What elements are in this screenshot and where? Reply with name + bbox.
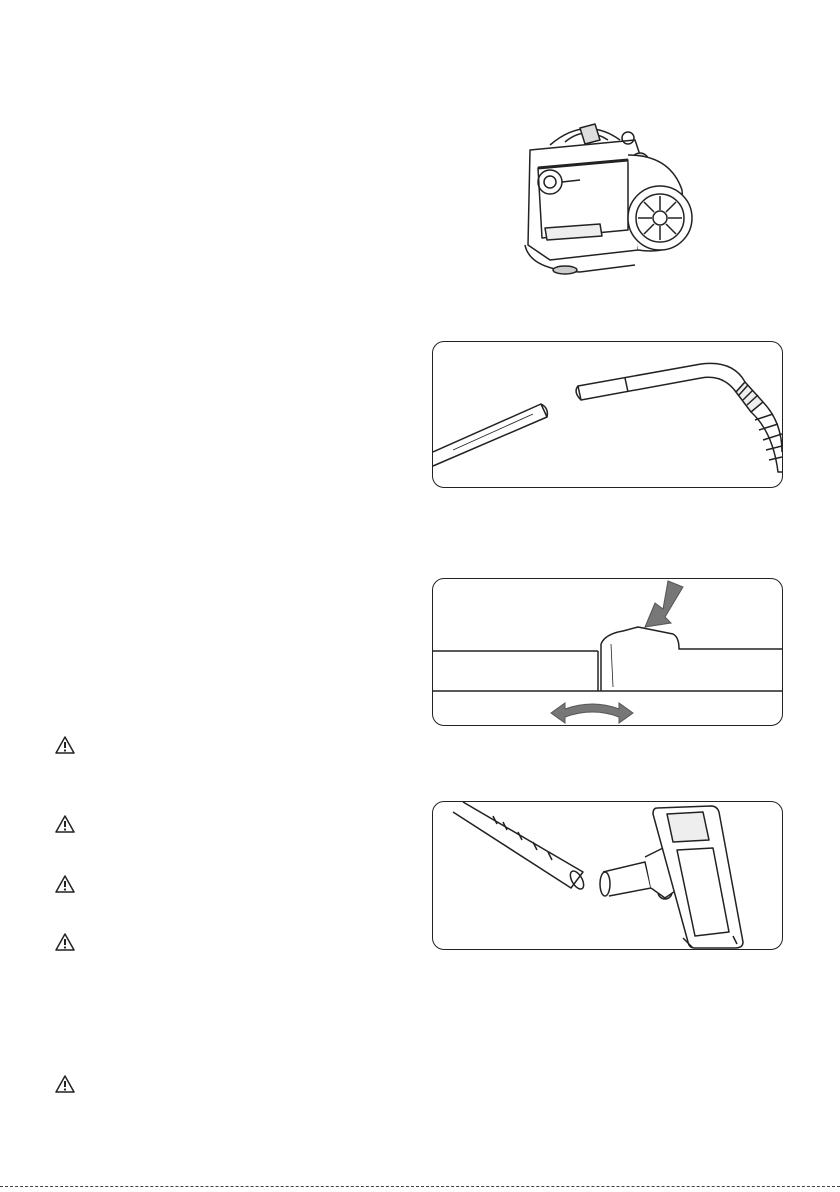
warning-triangle-icon: [55, 933, 75, 951]
warning-triangle-icon: [55, 1075, 75, 1093]
warning-triangle-icon: [55, 815, 75, 833]
warning-triangle-icon: [55, 736, 75, 754]
nozzle-connection-figure: [432, 801, 783, 950]
vacuum-cleaner-illustration: [510, 110, 700, 285]
tube-lock-figure: [432, 578, 783, 726]
warning-triangle-icon: [55, 875, 75, 893]
footer-divider: [0, 1186, 840, 1187]
slide-arrow-icon: [551, 703, 633, 723]
tube-connection-figure: [432, 341, 783, 488]
press-arrow-icon: [645, 581, 683, 627]
